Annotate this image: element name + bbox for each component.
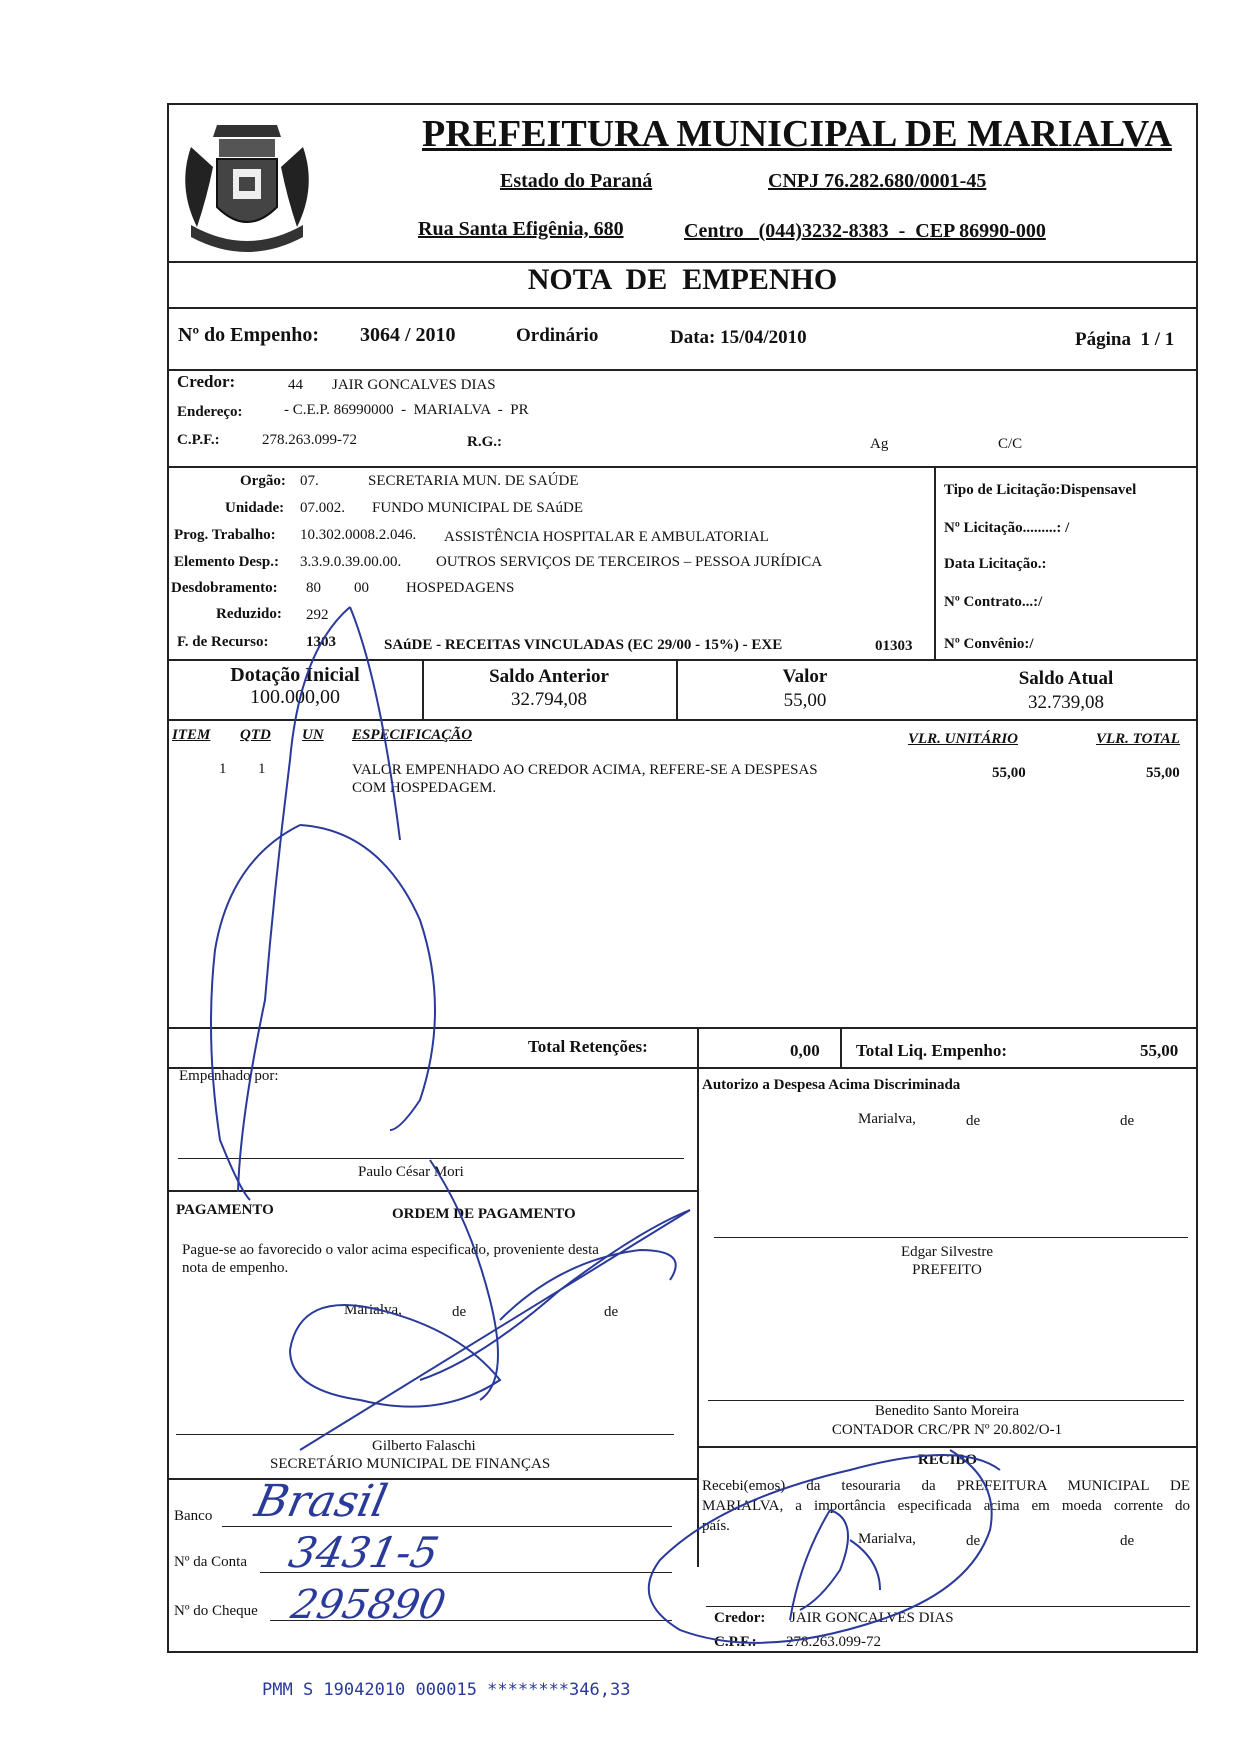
empenho-type: Ordinário [516, 325, 599, 346]
unidade-name: FUNDO MUNICIPAL DE SAúDE [372, 500, 583, 516]
recibo-text1: Recebi(emos) da tesouraria da PREFEITURA MUNICIPAL DE [702, 1478, 1190, 1494]
recurso-number: 01303 [875, 638, 913, 654]
recibo-cpf-value: 278.263.099-72 [786, 1634, 881, 1650]
saldo-anterior-value: 32.794,08 [511, 689, 587, 710]
autorizo-label: Autorizo a Despesa Acima Discriminada [702, 1077, 961, 1093]
recibo-place: Marialva, [858, 1531, 916, 1547]
recurso-name: SAúDE - RECEITAS VINCULADAS (EC 29/00 - 15%) - EXE [384, 637, 783, 653]
credor-name: JAIR GONCALVES DIAS [332, 377, 496, 393]
recibo-text2: MARIALVA, a importância especificada acima em moeda corrente do [702, 1498, 1190, 1514]
elemento-code: 3.3.9.0.39.00.00. [300, 554, 402, 570]
autorizo-de1: de [966, 1113, 981, 1129]
header-state: Estado do Paraná [500, 170, 653, 192]
contador-role: CONTADOR CRC/PR Nº 20.802/O-1 [831, 1422, 1063, 1438]
page-number: Página 1 / 1 [1075, 329, 1175, 350]
col-qtd: QTD [240, 727, 271, 743]
pagamento-text2: nota de empenho. [182, 1260, 289, 1276]
orgao-code: 07. [300, 473, 319, 489]
contrato-number: Nº Contrato...:/ [944, 594, 1043, 610]
banco-label: Banco [174, 1508, 213, 1524]
unidade-label: Unidade: [225, 500, 285, 516]
pagamento-place: Marialva, [344, 1302, 402, 1318]
saldo-atual-value: 32.739,08 [1028, 692, 1104, 713]
total-liquido-value: 55,00 [1140, 1041, 1179, 1060]
header-street: Rua Santa Efigênia, 680 [418, 218, 624, 240]
elemento-name: OUTROS SERVIÇOS DE TERCEIROS – PESSOA JURÍDICA [436, 554, 823, 570]
coat-of-arms-icon [177, 107, 317, 259]
cheque-handwritten: 295890 [287, 1582, 450, 1628]
pagamento-de1: de [452, 1304, 467, 1320]
dotacao-inicial-value: 100.000,00 [250, 686, 340, 708]
desdobramento-b: 00 [354, 580, 369, 596]
cpf-label: C.P.F.: [177, 432, 220, 448]
col-vlr-unitario: VLR. UNITÁRIO [908, 731, 1019, 747]
desdobramento-label: Desdobramento: [171, 580, 278, 596]
item-qtd: 1 [258, 761, 266, 777]
total-liquido-label: Total Liq. Empenho: [856, 1041, 1007, 1060]
unidade-code: 07.002. [300, 500, 345, 516]
licitacao-number: Nº Licitação.........: / [944, 520, 1070, 536]
col-un: UN [302, 727, 324, 743]
document-title: NOTA DE EMPENHO [527, 263, 838, 296]
desdobramento-a: 80 [306, 580, 321, 596]
recurso-code: 1303 [306, 634, 336, 650]
recibo-text3: país. [702, 1518, 730, 1534]
agency-label: Ag [870, 436, 889, 452]
saldo-atual-label: Saldo Atual [1018, 668, 1114, 689]
recibo-de2: de [1120, 1533, 1135, 1549]
col-item: ITEM [172, 727, 211, 743]
item-desc-line1: VALOR EMPENHADO AO CREDOR ACIMA, REFERE-SE A DESPESAS [352, 762, 818, 778]
footer-stamp: PMM S 19042010 000015 ********346,33 [262, 1680, 631, 1700]
recibo-cpf-label: C.P.F.: [714, 1634, 757, 1650]
licitacao-date: Data Licitação.: [944, 556, 1047, 572]
col-vlr-total: VLR. TOTAL [1096, 731, 1180, 747]
secretario-role: SECRETÁRIO MUNICIPAL DE FINANÇAS [270, 1456, 551, 1472]
conta-handwritten: 3431-5 [284, 1528, 444, 1577]
recibo-de1: de [966, 1533, 981, 1549]
item-desc-line2: COM HOSPEDAGEM. [352, 780, 497, 796]
header-title: PREFEITURA MUNICIPAL DE MARIALVA [422, 113, 1172, 155]
address-label: Endereço: [177, 404, 243, 420]
valor-value: 55,00 [783, 690, 827, 711]
recibo-label: RECIBO [917, 1452, 978, 1468]
header-cnpj: CNPJ 76.282.680/0001-45 [768, 170, 987, 192]
item-unit-value: 55,00 [992, 765, 1026, 781]
desdobramento-name: HOSPEDAGENS [406, 580, 515, 596]
autorizo-place: Marialva, [858, 1111, 916, 1127]
licitacao-type: Tipo de Licitação:Dispensavel [944, 482, 1137, 498]
contador-name: Benedito Santo Moreira [874, 1403, 1020, 1419]
empenhado-label: Empenhado por: [179, 1068, 279, 1084]
recibo-credor-label: Credor: [714, 1610, 766, 1626]
item-number: 1 [219, 761, 227, 777]
convenio-number: Nº Convênio:/ [944, 636, 1034, 652]
orgao-label: Orgão: [240, 473, 286, 489]
conta-label: Nº da Conta [174, 1554, 247, 1570]
credor-cpf: 278.263.099-72 [262, 432, 357, 448]
credor-address: - C.E.P. 86990000 - MARIALVA - PR [284, 402, 529, 418]
col-especificacao: ESPECIFICAÇÃO [352, 727, 473, 743]
prog-code: 10.302.0008.2.046. [300, 527, 417, 543]
pagamento-de2: de [604, 1304, 619, 1320]
rg-label: R.G.: [467, 434, 502, 450]
cheque-label: Nº do Cheque [174, 1603, 258, 1619]
orgao-name: SECRETARIA MUN. DE SAÚDE [368, 473, 579, 489]
valor-label: Valor [782, 666, 828, 687]
account-label: C/C [998, 436, 1023, 452]
pagamento-label: PAGAMENTO [176, 1202, 274, 1218]
item-total-value: 55,00 [1146, 765, 1180, 781]
empenho-number-label: Nº do Empenho: [178, 324, 320, 346]
saldo-anterior-label: Saldo Anterior [489, 666, 609, 687]
pagamento-text1: Pague-se ao favorecido o valor acima especificado, proveniente desta [182, 1242, 599, 1258]
ordem-pagamento-label: ORDEM DE PAGAMENTO [392, 1206, 576, 1222]
prog-name: ASSISTÊNCIA HOSPITALAR E AMBULATORIAL [444, 529, 769, 545]
credor-label: Credor: [177, 372, 236, 391]
total-retencoes-value: 0,00 [790, 1041, 820, 1060]
prefeito-name: Edgar Silvestre [900, 1244, 994, 1260]
total-retencoes-label: Total Retenções: [528, 1037, 648, 1056]
recurso-label: F. de Recurso: [177, 634, 269, 650]
empenhado-signer: Paulo César Mori [358, 1164, 464, 1180]
prog-label: Prog. Trabalho: [174, 527, 276, 543]
recibo-credor-value: JAIR GONCALVES DIAS [790, 1610, 954, 1626]
empenho-date: Data: 15/04/2010 [670, 327, 807, 348]
empenho-number: 3064 / 2010 [360, 324, 456, 346]
autorizo-de2: de [1120, 1113, 1135, 1129]
prefeito-role: PREFEITO [912, 1262, 982, 1278]
header-contact: Centro (044)3232-8383 - CEP 86990-000 [684, 220, 1046, 242]
reduzido-value: 292 [306, 607, 329, 623]
elemento-label: Elemento Desp.: [174, 554, 279, 570]
secretario-name: Gilberto Falaschi [372, 1438, 476, 1454]
reduzido-label: Reduzido: [216, 606, 282, 622]
banco-handwritten: Brasil [250, 1476, 392, 1527]
credor-code: 44 [288, 377, 303, 393]
dotacao-inicial-label: Dotação Inicial [230, 664, 360, 686]
